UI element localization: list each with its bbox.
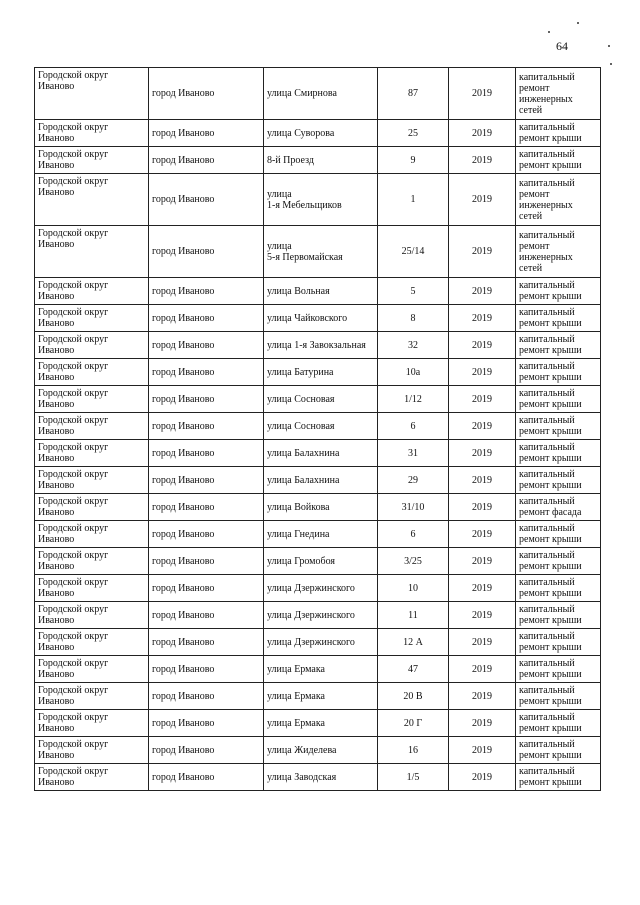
district-cell: Городской округ Иваново [35, 656, 149, 683]
city-cell: город Иваново [149, 764, 264, 791]
city-cell: город Иваново [149, 120, 264, 147]
year-cell: 2019 [449, 440, 516, 467]
table-row [35, 575, 601, 602]
work-type-cell: капитальный ремонт крыши [516, 332, 601, 359]
district-cell: Городской округ Иваново [35, 386, 149, 413]
table-row [35, 467, 601, 494]
city-cell: город Иваново [149, 602, 264, 629]
scan-speck [608, 45, 610, 47]
street-cell: улица Сосновая [264, 386, 378, 413]
table-row [35, 440, 601, 467]
table-row [35, 602, 601, 629]
city-cell: город Иваново [149, 305, 264, 332]
year-cell: 2019 [449, 278, 516, 305]
city-cell: город Иваново [149, 147, 264, 174]
city-cell: город Иваново [149, 413, 264, 440]
table-row [35, 548, 601, 575]
district-cell: Городской округ Иваново [35, 548, 149, 575]
table-row [35, 278, 601, 305]
district-cell: Городской округ Иваново [35, 629, 149, 656]
district-cell: Городской округ Иваново [35, 413, 149, 440]
year-cell: 2019 [449, 147, 516, 174]
work-type-cell: капитальный ремонт крыши [516, 120, 601, 147]
house-number-cell: 16 [378, 737, 449, 764]
district-cell: Городской округ Иваново [35, 278, 149, 305]
city-cell: город Иваново [149, 68, 264, 120]
street-cell: улица Ермака [264, 683, 378, 710]
city-cell: город Иваново [149, 278, 264, 305]
house-number-cell: 10 [378, 575, 449, 602]
house-number-cell: 8 [378, 305, 449, 332]
work-type-cell: капитальный ремонт крыши [516, 548, 601, 575]
work-type-cell: капитальный ремонт крыши [516, 147, 601, 174]
district-cell: Городской округ Иваново [35, 174, 149, 226]
work-type-cell: капитальный ремонт крыши [516, 440, 601, 467]
table-row [35, 120, 601, 147]
table-row [35, 710, 601, 737]
district-cell: Городской округ Иваново [35, 575, 149, 602]
city-cell: город Иваново [149, 386, 264, 413]
district-cell: Городской округ Иваново [35, 494, 149, 521]
city-cell: город Иваново [149, 521, 264, 548]
house-number-cell: 31/10 [378, 494, 449, 521]
year-cell: 2019 [449, 521, 516, 548]
house-number-cell: 25/14 [378, 226, 449, 278]
house-number-cell: 25 [378, 120, 449, 147]
street-cell: улица Вольная [264, 278, 378, 305]
district-cell: Городской округ Иваново [35, 147, 149, 174]
house-number-cell: 1 [378, 174, 449, 226]
house-number-cell: 11 [378, 602, 449, 629]
table-row [35, 521, 601, 548]
street-cell: улица Суворова [264, 120, 378, 147]
street-cell: улица Батурина [264, 359, 378, 386]
street-cell: улица Войкова [264, 494, 378, 521]
street-cell: улица Дзержинского [264, 575, 378, 602]
street-cell: улица Балахнина [264, 467, 378, 494]
year-cell: 2019 [449, 710, 516, 737]
district-cell: Городской округ Иваново [35, 226, 149, 278]
house-number-cell: 10а [378, 359, 449, 386]
page-number: 64 [556, 39, 568, 53]
table-row [35, 764, 601, 791]
city-cell: город Иваново [149, 226, 264, 278]
city-cell: город Иваново [149, 737, 264, 764]
house-number-cell: 9 [378, 147, 449, 174]
work-type-cell: капитальный ремонт крыши [516, 710, 601, 737]
house-number-cell: 12 А [378, 629, 449, 656]
scan-speck [548, 31, 550, 33]
district-cell: Городской округ Иваново [35, 683, 149, 710]
work-type-cell: капитальный ремонт крыши [516, 278, 601, 305]
table-row [35, 147, 601, 174]
house-number-cell: 1/12 [378, 386, 449, 413]
house-number-cell: 87 [378, 68, 449, 120]
street-cell: улица 5-я Первомайская [264, 226, 378, 278]
work-type-cell: капитальный ремонт крыши [516, 467, 601, 494]
house-number-cell: 32 [378, 332, 449, 359]
house-number-cell: 31 [378, 440, 449, 467]
table-row [35, 359, 601, 386]
scan-speck [577, 22, 579, 24]
city-cell: город Иваново [149, 440, 264, 467]
work-type-cell: капитальный ремонт крыши [516, 575, 601, 602]
city-cell: город Иваново [149, 467, 264, 494]
city-cell: город Иваново [149, 575, 264, 602]
work-type-cell: капитальный ремонт крыши [516, 602, 601, 629]
house-number-cell: 6 [378, 521, 449, 548]
year-cell: 2019 [449, 226, 516, 278]
year-cell: 2019 [449, 683, 516, 710]
house-number-cell: 3/25 [378, 548, 449, 575]
city-cell: город Иваново [149, 174, 264, 226]
district-cell: Городской округ Иваново [35, 332, 149, 359]
city-cell: город Иваново [149, 548, 264, 575]
work-type-cell: капитальный ремонт крыши [516, 521, 601, 548]
year-cell: 2019 [449, 467, 516, 494]
street-cell: улица Громобоя [264, 548, 378, 575]
district-cell: Городской округ Иваново [35, 710, 149, 737]
year-cell: 2019 [449, 575, 516, 602]
year-cell: 2019 [449, 737, 516, 764]
year-cell: 2019 [449, 332, 516, 359]
house-number-cell: 20 Г [378, 710, 449, 737]
street-cell: улица Ермака [264, 710, 378, 737]
work-type-cell: капитальный ремонт фасада [516, 494, 601, 521]
city-cell: город Иваново [149, 332, 264, 359]
work-type-cell: капитальный ремонт инженерных сетей [516, 226, 601, 278]
district-cell: Городской округ Иваново [35, 68, 149, 120]
work-type-cell: капитальный ремонт крыши [516, 764, 601, 791]
table-row [35, 413, 601, 440]
street-cell: улица Гнедина [264, 521, 378, 548]
year-cell: 2019 [449, 656, 516, 683]
street-cell: улица Дзержинского [264, 629, 378, 656]
work-type-cell: капитальный ремонт крыши [516, 386, 601, 413]
house-number-cell: 47 [378, 656, 449, 683]
street-cell: улица Ермака [264, 656, 378, 683]
district-cell: Городской округ Иваново [35, 521, 149, 548]
table-row [35, 494, 601, 521]
table-row [35, 683, 601, 710]
street-cell: улица Заводская [264, 764, 378, 791]
street-cell: 8-й Проезд [264, 147, 378, 174]
street-cell: улица Сосновая [264, 413, 378, 440]
table-row [35, 386, 601, 413]
street-cell: улица Смирнова [264, 68, 378, 120]
address-table [34, 67, 601, 791]
work-type-cell: капитальный ремонт крыши [516, 683, 601, 710]
district-cell: Городской округ Иваново [35, 440, 149, 467]
scan-speck [610, 63, 612, 65]
city-cell: город Иваново [149, 656, 264, 683]
year-cell: 2019 [449, 602, 516, 629]
year-cell: 2019 [449, 548, 516, 575]
district-cell: Городской округ Иваново [35, 467, 149, 494]
table-row [35, 305, 601, 332]
work-type-cell: капитальный ремонт крыши [516, 305, 601, 332]
city-cell: город Иваново [149, 629, 264, 656]
house-number-cell: 20 В [378, 683, 449, 710]
table-row [35, 656, 601, 683]
table-row [35, 737, 601, 764]
year-cell: 2019 [449, 386, 516, 413]
work-type-cell: капитальный ремонт инженерных сетей [516, 68, 601, 120]
work-type-cell: капитальный ремонт крыши [516, 629, 601, 656]
table-row [35, 332, 601, 359]
work-type-cell: капитальный ремонт крыши [516, 359, 601, 386]
table-row [35, 68, 601, 120]
work-type-cell: капитальный ремонт инженерных сетей [516, 174, 601, 226]
year-cell: 2019 [449, 764, 516, 791]
street-cell: улица Дзержинского [264, 602, 378, 629]
year-cell: 2019 [449, 174, 516, 226]
work-type-cell: капитальный ремонт крыши [516, 737, 601, 764]
district-cell: Городской округ Иваново [35, 120, 149, 147]
city-cell: город Иваново [149, 359, 264, 386]
table-row [35, 226, 601, 278]
district-cell: Городской округ Иваново [35, 737, 149, 764]
street-cell: улица Жиделева [264, 737, 378, 764]
year-cell: 2019 [449, 305, 516, 332]
year-cell: 2019 [449, 68, 516, 120]
house-number-cell: 29 [378, 467, 449, 494]
district-cell: Городской округ Иваново [35, 602, 149, 629]
table-row [35, 174, 601, 226]
street-cell: улица Балахнина [264, 440, 378, 467]
city-cell: город Иваново [149, 683, 264, 710]
house-number-cell: 5 [378, 278, 449, 305]
house-number-cell: 1/5 [378, 764, 449, 791]
city-cell: город Иваново [149, 710, 264, 737]
district-cell: Городской округ Иваново [35, 305, 149, 332]
street-cell: улица 1-я Завокзальная [264, 332, 378, 359]
street-cell: улица Чайковского [264, 305, 378, 332]
district-cell: Городской округ Иваново [35, 359, 149, 386]
year-cell: 2019 [449, 629, 516, 656]
address-table-body [35, 68, 601, 791]
year-cell: 2019 [449, 413, 516, 440]
city-cell: город Иваново [149, 494, 264, 521]
district-cell: Городской округ Иваново [35, 764, 149, 791]
table-row [35, 629, 601, 656]
year-cell: 2019 [449, 494, 516, 521]
street-cell: улица 1-я Мебельщиков [264, 174, 378, 226]
year-cell: 2019 [449, 359, 516, 386]
work-type-cell: капитальный ремонт крыши [516, 413, 601, 440]
work-type-cell: капитальный ремонт крыши [516, 656, 601, 683]
year-cell: 2019 [449, 120, 516, 147]
house-number-cell: 6 [378, 413, 449, 440]
